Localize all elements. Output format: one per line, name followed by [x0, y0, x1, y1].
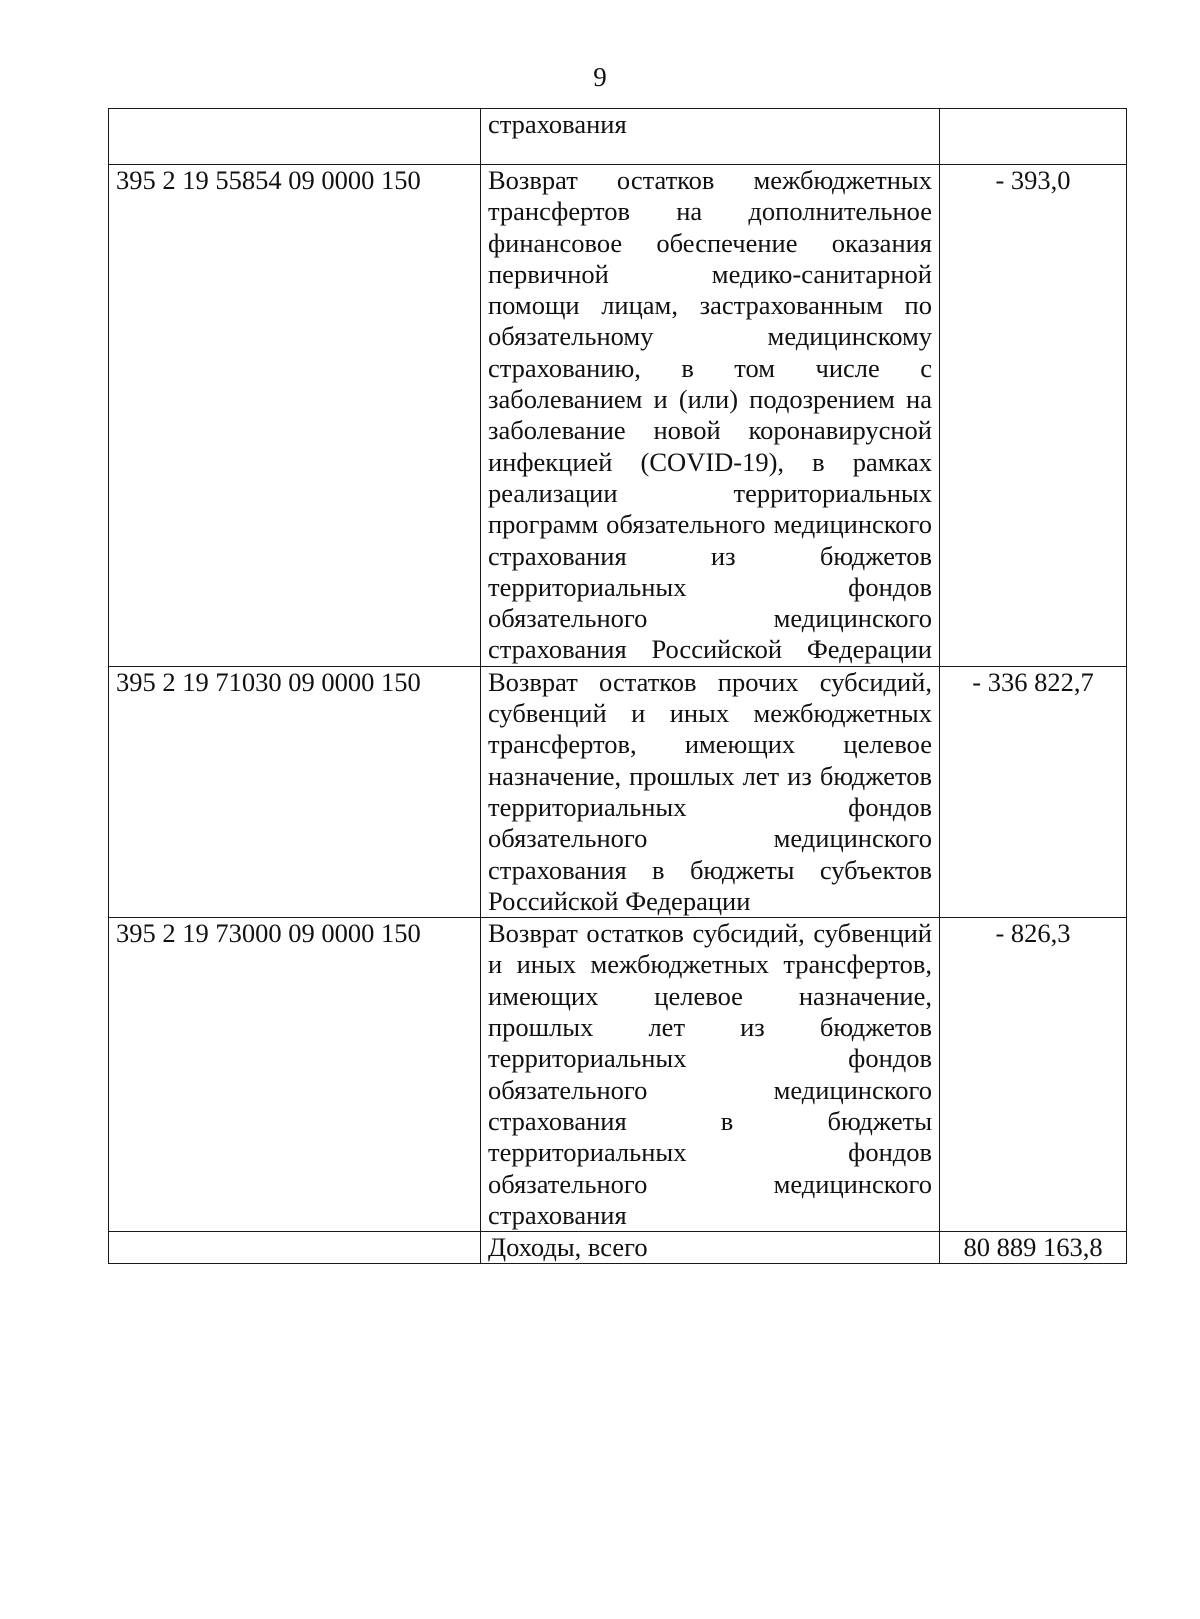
- page-number: 9: [593, 62, 607, 92]
- amount-cell: - 393,0: [940, 165, 1127, 667]
- income-name-cell: страхования: [481, 109, 940, 165]
- budget-code-cell: 395 2 19 71030 09 0000 150: [109, 666, 481, 917]
- amount-cell: - 336 822,7: [940, 666, 1127, 917]
- budget-code-cell: [109, 109, 481, 165]
- budget-code-cell: 395 2 19 73000 09 0000 150: [109, 918, 481, 1232]
- income-name-cell: Возврат остатков межбюджетных трансфертов на дополнительное финансовое обеспечение оказания первичной медико-санитарной помощи лицам, застрахованным по обязательному медицинскому страхованию, в том числе с заболеванием и (или) подозрением на заболевание новой коронавирусной инфекцией (COVID-19), в рамках реализации территориальных программ обязательного медицинского страхования из бюджетов территориальных фондов обязательного медицинского страхования Российской Федерации: [481, 165, 940, 667]
- budget-code-cell: 395 2 19 55854 09 0000 150: [109, 165, 481, 667]
- table-row: [109, 918, 1127, 1232]
- table-row: [109, 165, 1127, 667]
- total-label: Доходы, всего: [481, 1232, 940, 1264]
- table-row: [109, 109, 1127, 165]
- amount-cell: [940, 109, 1127, 165]
- revenue-table: [108, 108, 1127, 1264]
- amount-cell: - 826,3: [940, 918, 1127, 1232]
- table-row: [109, 666, 1127, 917]
- income-name-cell: Возврат остатков прочих субсидий, субвенций и иных межбюджетных трансфертов, имеющих целевое назначение, прошлых лет из бюджетов территориальных фондов обязательного медицинского страхования в бюджеты субъектов Российской Федерации: [481, 666, 940, 917]
- total-row: [109, 1232, 1127, 1264]
- total-amount: 80 889 163,8: [940, 1232, 1127, 1264]
- total-code-cell: [109, 1232, 481, 1264]
- income-name-cell: Возврат остатков субсидий, субвенций и иных межбюджетных трансфертов, имеющих целевое назначение, прошлых лет из бюджетов территориальных фондов обязательного медицинского страхования в бюджеты территориальных фондов обязательного медицинского страхования: [481, 918, 940, 1232]
